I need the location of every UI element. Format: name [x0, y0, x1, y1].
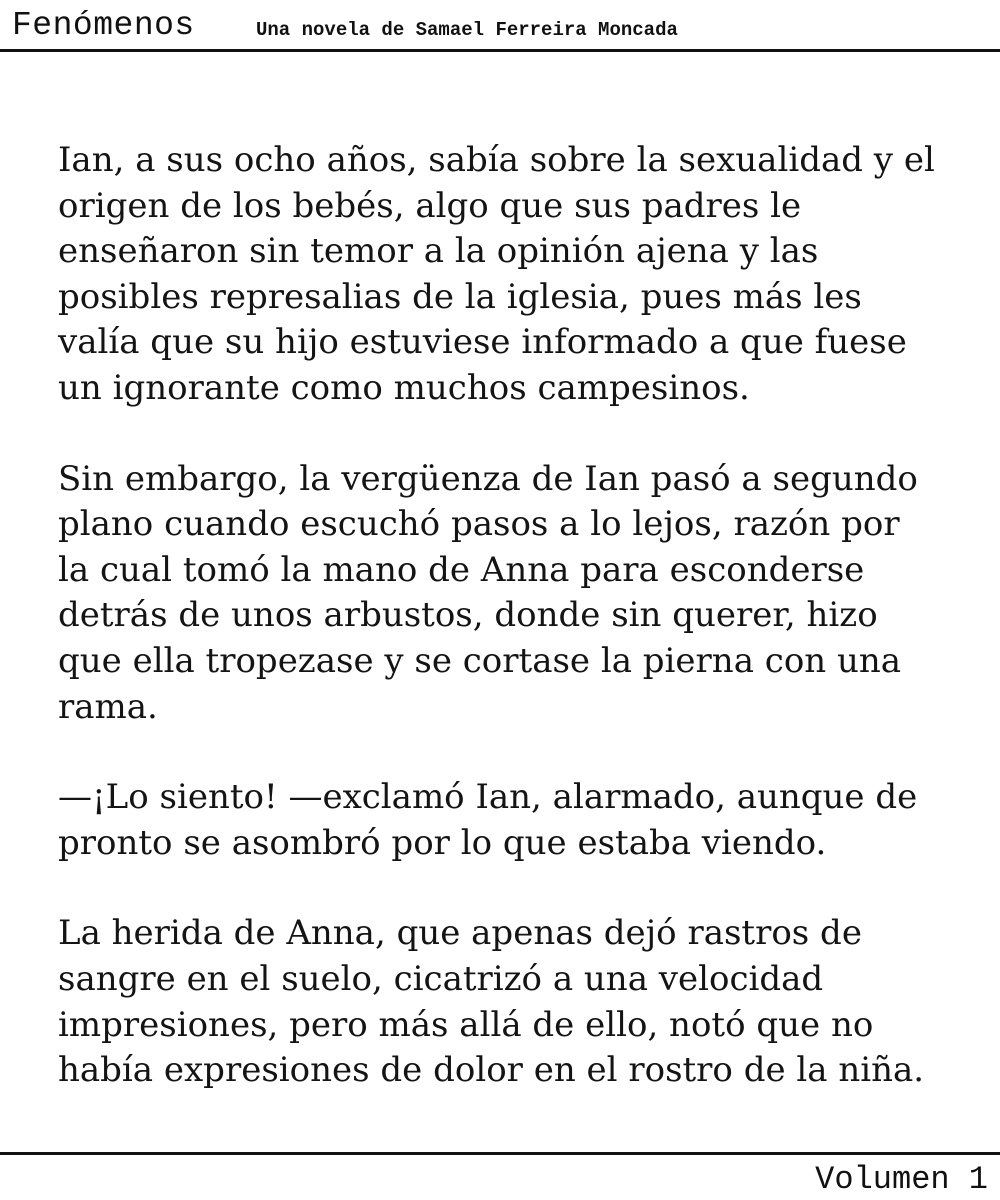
paragraph-1: Ian, a sus ocho años, sabía sobre la sexualidad y el origen de los bebés, algo que sus padres le enseñaron sin temor a la opinión ajena y las posibles represalias de la iglesia, pues más les valía que su hijo estuviese informado a que fuese un ignorante como muchos campesinos.	[58, 140, 935, 408]
page-footer	[0, 1152, 1000, 1200]
volume-label: Volumen 1	[815, 1161, 988, 1198]
paragraph-3: —¡Lo siento! —exclamó Ian, alarmado, aunque de pronto se asombró por lo que estaba viendo.	[58, 777, 918, 863]
page-header	[0, 0, 1000, 52]
paragraph-4: La herida de Anna, que apenas dejó rastros de sangre en el suelo, cicatrizó a una velocidad impresiones, pero más allá de ello, notó que no había expresiones de dolor en el rostro de la niña.	[58, 913, 925, 1091]
page-body	[58, 138, 958, 1139]
paragraph-2: Sin embargo, la vergüenza de Ian pasó a segundo plano cuando escuchó pasos a lo lejos, razón por la cual tomó la mano de Anna para esconderse detrás de unos arbustos, donde sin querer, hizo que ella tropezase y se cortase la pierna con una rama.	[58, 458, 918, 727]
book-subtitle: Una novela de Samael Ferreira Moncada	[256, 19, 678, 41]
book-title: Fenómenos	[12, 7, 195, 44]
